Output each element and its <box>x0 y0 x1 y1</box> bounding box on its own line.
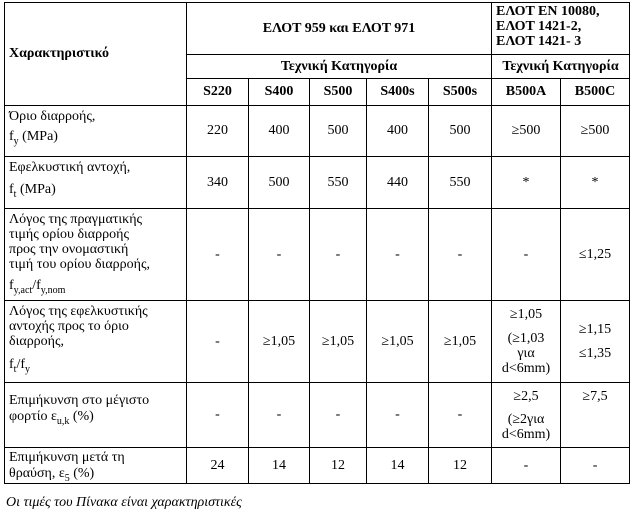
table-cell: ≥1,05 <box>429 301 492 383</box>
elot-en-10080-header: ΕΛΟΤ EN 10080, ΕΛΟΤ 1421-2, ΕΛΟΤ 1421- 3 <box>492 3 630 55</box>
table-cell: 500 <box>310 106 367 157</box>
table-cell: 340 <box>187 157 249 209</box>
grade-s400: S400 <box>249 79 310 106</box>
table-cell: 400 <box>367 106 429 157</box>
table-cell: 14 <box>367 448 429 484</box>
technical-category-header-1: Τεχνική Κατηγορία <box>187 55 492 79</box>
table-footnote: Οι τιμές του Πίνακα είναι χαρακτηριστικές <box>6 495 242 510</box>
table-cell: 550 <box>310 157 367 209</box>
table-cell: 400 <box>249 106 310 157</box>
table-cell: - <box>429 383 492 448</box>
table-row <box>5 106 630 157</box>
row-label-tensile: Εφελκυστική αντοχή, $f_t$ (MPa) <box>5 157 187 209</box>
grade-b500a: B500A <box>492 79 561 106</box>
table-cell: 12 <box>429 448 492 484</box>
table-cell: - <box>561 448 630 484</box>
table-cell: ≥500 <box>561 106 630 157</box>
row-label-yield-ratio: Λόγος της πραγματικής τιμής ορίου διαρροής προς την ονομαστική τιμή του ορίου διαρροής, $f_{y,act}/f_{y,nom}$ <box>5 209 187 301</box>
grade-s500: S500 <box>310 79 367 106</box>
table-cell: - <box>249 383 310 448</box>
table-cell: 550 <box>429 157 492 209</box>
table-cell: - <box>249 209 310 301</box>
table-cell: - <box>187 301 249 383</box>
elot-959-971-header: ΕΛΟΤ 959 και ΕΛΟΤ 971 <box>187 3 492 55</box>
grade-b500c: B500C <box>561 79 630 106</box>
grade-s220: S220 <box>187 79 249 106</box>
table-cell: ≥500 <box>492 106 561 157</box>
table-row <box>5 448 630 484</box>
table-cell: * <box>561 157 630 209</box>
table-cell: - <box>310 383 367 448</box>
table-cell-b500a-ratio: ≥1,05 (≥1,03 για d<6mm) <box>492 301 561 383</box>
table-cell: 12 <box>310 448 367 484</box>
grade-s400s: S400s <box>367 79 429 106</box>
row-label-elongation-fracture: Επιμήκυνση μετά τη θραύση, $\varepsilon_5$ (%) <box>5 448 187 484</box>
table-row <box>5 383 630 448</box>
table-cell: 24 <box>187 448 249 484</box>
table-cell: 14 <box>249 448 310 484</box>
characteristic-header: Χαρακτηριστικό <box>9 46 110 61</box>
table-cell: - <box>492 448 561 484</box>
table-row <box>5 209 630 301</box>
table-row <box>5 157 630 209</box>
table-cell: * <box>492 157 561 209</box>
grade-s500s: S500s <box>429 79 492 106</box>
table-cell-b500c-ratio: ≥1,15 ≤1,35 <box>561 301 630 383</box>
table-cell: - <box>492 209 561 301</box>
table-cell: ≥1,05 <box>249 301 310 383</box>
table-cell-b500a-elongation: ≥2,5 (≥2για d<6mm) <box>492 383 561 448</box>
table-cell: 500 <box>429 106 492 157</box>
technical-category-header-2: Τεχνική Κατηγορία <box>492 55 630 79</box>
row-label-elongation-max-load: Επιμήκυνση στο μέγιστο φορτίο $\varepsilon_{u,k}$ (%) <box>5 383 187 448</box>
table-cell: 500 <box>249 157 310 209</box>
steel-properties-table <box>4 2 630 484</box>
table-cell: - <box>187 383 249 448</box>
table-cell: - <box>187 209 249 301</box>
table-cell-b500c-elongation: ≥7,5 <box>561 383 630 448</box>
row-label-yield: Όριο διαρροής, $f_y$ (MPa) <box>5 106 187 157</box>
table-cell: 440 <box>367 157 429 209</box>
table-cell: - <box>429 209 492 301</box>
table-row <box>5 301 630 383</box>
table-cell: - <box>367 383 429 448</box>
table-cell: - <box>367 209 429 301</box>
table-cell: - <box>310 209 367 301</box>
row-label-tensile-yield-ratio: Λόγος της εφελκυστικής αντοχής προς το όριο διαρροής, $f_t/f_y$ <box>5 301 187 383</box>
table-cell: ≤1,25 <box>561 209 630 301</box>
table-cell: ≥1,05 <box>367 301 429 383</box>
table-cell: ≥1,05 <box>310 301 367 383</box>
table-cell: 220 <box>187 106 249 157</box>
